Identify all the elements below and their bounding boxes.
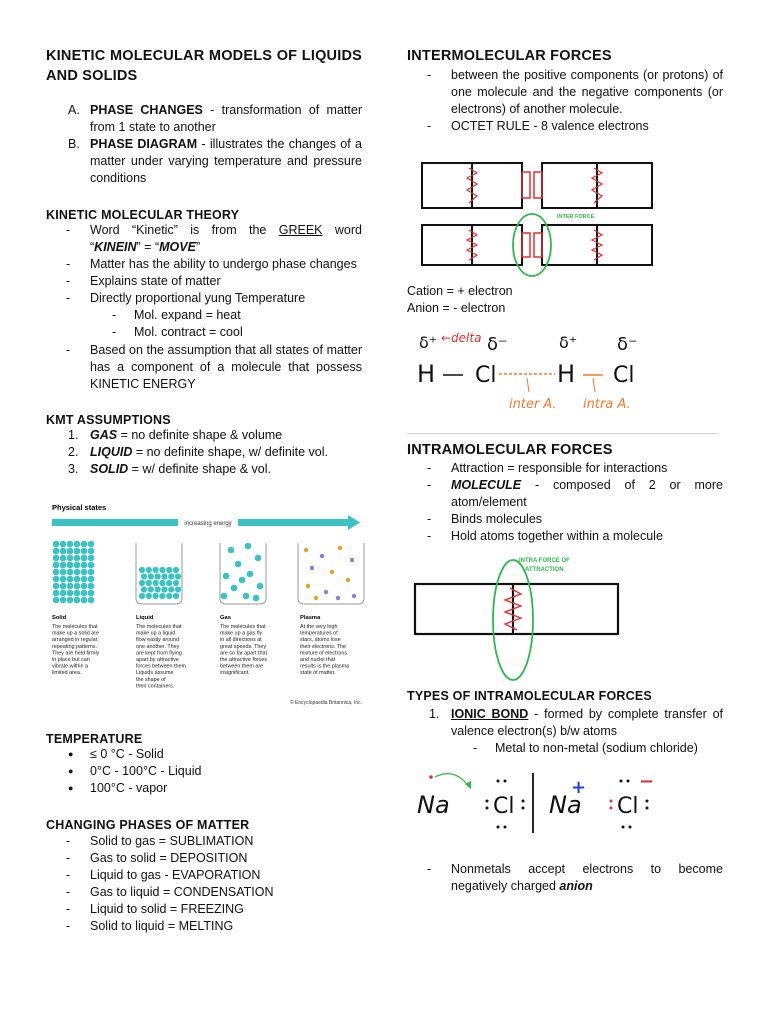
inter-force-label: INTER FORCE <box>557 214 595 220</box>
liquid-particle <box>161 573 167 579</box>
solid-particle <box>74 583 81 590</box>
hydrogen-2: H <box>557 360 576 388</box>
liquid-particle <box>159 580 165 586</box>
list-item: 3. SOLID = w/ definite shape & vol. <box>68 462 271 476</box>
energy-arrow-head <box>348 515 360 530</box>
liquid-particle <box>139 567 145 573</box>
liquid-particle <box>159 593 165 599</box>
intermolecular-heading: INTERMOLECULAR FORCES <box>407 48 612 64</box>
solid-particle <box>88 597 95 604</box>
liquid-particle <box>148 586 154 592</box>
gas-particle <box>223 573 230 580</box>
gas-particle <box>221 593 228 600</box>
liquid-particle <box>148 573 154 579</box>
liquid-particle <box>155 586 161 592</box>
hcl-handwritten-diagram <box>407 320 723 418</box>
state-name: Solid <box>52 615 67 621</box>
solid-particle <box>67 576 74 583</box>
sodium-ion: Na <box>549 791 582 819</box>
delta-note: ←delta <box>441 331 482 345</box>
inter-force-circle <box>513 214 551 276</box>
ionic-sublist <box>407 740 723 757</box>
plasma-particles <box>304 546 356 600</box>
list-item: - Hold atoms together within a molecule <box>407 528 723 545</box>
liquid-particles <box>139 567 181 599</box>
solid-particle <box>53 569 60 576</box>
liquid-particle <box>175 586 181 592</box>
plasma-particle <box>324 590 328 594</box>
liquid-particle <box>141 573 147 579</box>
plasma-particle <box>346 578 350 582</box>
physical-states-figure <box>50 498 368 708</box>
solid-particle <box>88 569 95 576</box>
chloride-ion: Cl <box>617 794 639 819</box>
list-item: - Mol. expand = heat <box>46 307 362 324</box>
liquid-particle <box>173 567 179 573</box>
state-description-line: Liquids assume <box>136 670 174 677</box>
solid-particle <box>67 562 74 569</box>
liquid-particle <box>146 567 152 573</box>
solid-particle <box>74 569 81 576</box>
solid-particle <box>88 562 95 569</box>
solid-particle <box>81 541 88 548</box>
hydrogen-1: H <box>417 360 436 388</box>
solid-particle <box>74 576 81 583</box>
state-description-line: and nuclei that <box>300 657 336 663</box>
temperature-heading: TEMPERATURE <box>46 732 143 746</box>
solid-particle <box>60 576 67 583</box>
state-description-line: mixture of electrons <box>300 650 348 657</box>
state-descriptions <box>52 615 349 689</box>
solid-particle <box>88 583 95 590</box>
plasma-particle <box>314 596 318 600</box>
list-item: A. PHASE CHANGES - transformation of matter from 1 state to another <box>68 103 362 134</box>
state-description-line: apart by attractive <box>136 657 179 663</box>
solid-particles <box>53 541 95 604</box>
liquid-particle <box>161 586 167 592</box>
solid-particle <box>81 597 88 604</box>
changing-phases-heading: CHANGING PHASES OF MATTER <box>46 818 250 832</box>
intramolecular-list <box>407 460 723 545</box>
list-item: - Nonmetals accept electrons to become negatively charged anion <box>407 861 723 895</box>
kmt-assumptions-heading: KMT ASSUMPTIONS <box>46 413 171 427</box>
state-description-line: the attractive forces <box>220 657 268 663</box>
solid-particle <box>67 569 74 576</box>
solid-particle <box>60 597 67 604</box>
solid-particle <box>53 576 60 583</box>
solid-particle <box>88 555 95 562</box>
liquid-particle <box>166 567 172 573</box>
list-item: - Solid to gas = SUBLIMATION <box>46 833 362 850</box>
plasma-particle <box>330 570 334 574</box>
solid-particle <box>88 548 95 555</box>
state-description-line: in all directions at <box>220 637 262 644</box>
list-item: 1. GAS = no definite shape & volume <box>68 428 283 442</box>
intermolecular-diagram <box>407 158 723 283</box>
list-item: - Mol. contract = cool <box>46 324 362 341</box>
state-description-line: state of matter. <box>300 670 336 677</box>
list-item: - Metal to non-metal (sodium chloride) <box>407 740 723 757</box>
solid-particle <box>74 562 81 569</box>
solid-particle <box>60 590 67 597</box>
list-item: 1. IONIC BOND - formed by complete transfer of valence electron(s) b/w atoms <box>429 707 723 738</box>
list-item: - Directly proportional yung Temperature <box>46 290 362 307</box>
solid-particle <box>81 583 88 590</box>
state-description-line: limited area. <box>52 670 82 677</box>
state-description-line: the shape of <box>136 676 166 683</box>
state-description-line: make up a solid are <box>52 630 100 637</box>
plasma-particle <box>352 594 356 598</box>
plasma-particle <box>320 554 324 558</box>
state-description-line: forces between them. <box>136 663 188 670</box>
state-description-line: one another. They <box>136 643 180 650</box>
list-item: - Liquid to solid = FREEZING <box>46 901 362 918</box>
liquid-particle <box>159 567 165 573</box>
phases-list <box>46 833 362 935</box>
state-description-line: insignificant. <box>220 670 250 677</box>
solid-particle <box>67 583 74 590</box>
temperature-list <box>46 746 362 797</box>
delta-plus-2: δ⁺ <box>559 333 578 352</box>
phase-list <box>46 102 362 187</box>
cation-text: Cation = + electron <box>407 284 513 298</box>
solid-particle <box>81 569 88 576</box>
list-item: ● ≤ 0 °C - Solid <box>46 746 362 763</box>
types-list <box>407 706 723 740</box>
gas-particle <box>239 577 246 584</box>
solid-particle <box>53 562 60 569</box>
list-item: - MOLECULE - composed of 2 or more atom/element <box>407 477 723 511</box>
solid-particle <box>67 555 74 562</box>
solid-particle <box>74 590 81 597</box>
gas-particle <box>255 555 262 562</box>
delta-minus-2: δ⁻ <box>617 334 638 355</box>
list-item: - Attraction = responsible for interactions <box>407 460 723 477</box>
solid-particle <box>60 548 67 555</box>
intra-label: intra A. <box>583 397 631 412</box>
assumptions-list <box>46 427 362 478</box>
solid-particle <box>53 590 60 597</box>
solid-particle <box>53 548 60 555</box>
figure-title: Physical states <box>52 503 107 512</box>
solid-particle <box>67 590 74 597</box>
nonmetal-list <box>407 861 723 895</box>
kmt-sublist <box>46 307 362 341</box>
solid-particle <box>53 541 60 548</box>
plasma-particle <box>338 546 342 550</box>
solid-particle <box>88 576 95 583</box>
kmt-heading: KINETIC MOLECULAR THEORY <box>46 208 240 222</box>
list-item: - OCTET RULE - 8 valence electrons <box>407 118 723 135</box>
liquid-particle <box>175 573 181 579</box>
gas-particle <box>257 583 264 590</box>
plasma-particle <box>310 566 314 570</box>
state-description-line: The molecules that <box>52 624 98 630</box>
state-description-line: results is the plasma <box>300 663 350 670</box>
state-description-line: are kept from flying <box>136 650 182 657</box>
state-description-line: The molecules that <box>136 624 182 630</box>
chlorine-2: Cl <box>613 363 635 388</box>
delta-minus-1: δ⁻ <box>487 334 508 355</box>
kmt-list-last <box>46 342 362 393</box>
list-item: - Binds molecules <box>407 511 723 528</box>
liquid-particle <box>139 593 145 599</box>
state-description-line: between them are <box>220 663 264 670</box>
types-heading: TYPES OF INTRAMOLECULAR FORCES <box>407 689 652 703</box>
state-name: Liquid <box>136 615 154 621</box>
gas-particle <box>245 543 252 550</box>
list-item: 2. LIQUID = no definite shape, w/ definite vol. <box>68 445 328 459</box>
list-item: B. PHASE DIAGRAM - illustrates the changes of a matter under varying temperature and pressure conditions <box>68 137 362 185</box>
liquid-particle <box>173 593 179 599</box>
liquid-particle <box>166 580 172 586</box>
gas-particle <box>247 571 254 578</box>
solid-particle <box>60 541 67 548</box>
liquid-particle <box>153 567 159 573</box>
intramolecular-diagram <box>407 550 723 685</box>
state-description-line: their electrons. The <box>300 643 347 650</box>
solid-particle <box>60 555 67 562</box>
liquid-particle <box>153 593 159 599</box>
positive-charge: + <box>571 777 587 798</box>
list-item: - Explains state of matter <box>46 273 362 290</box>
solid-particle <box>74 541 81 548</box>
liquid-particle <box>146 593 152 599</box>
delta-plus-1: δ⁺ <box>419 333 438 352</box>
solid-particle <box>81 555 88 562</box>
list-item: - Word “Kinetic” is from the GREEK word “KINEIN” = “MOVE” <box>46 222 362 256</box>
state-name: Plasma <box>300 615 321 621</box>
liquid-particle <box>173 580 179 586</box>
solid-particle <box>88 541 95 548</box>
state-description-line: repeating patterns. <box>52 643 97 650</box>
sodium-atom-1: Na <box>417 791 450 819</box>
state-description-line: They are held firmly <box>52 650 100 657</box>
list-item: - Liquid to gas - EVAPORATION <box>46 867 362 884</box>
intramolecular-heading: INTRAMOLECULAR FORCES <box>407 442 613 458</box>
state-description-line: make up a gas fly <box>220 630 263 637</box>
solid-particle <box>81 548 88 555</box>
kmt-list <box>46 222 362 307</box>
figure-credit: © Encyclopaedia Britannica, Inc. <box>289 700 362 706</box>
chlorine-atom-1: Cl <box>493 794 515 819</box>
solid-particle <box>60 569 67 576</box>
liquid-particle <box>166 593 172 599</box>
plasma-particle <box>304 548 308 552</box>
solid-particle <box>53 555 60 562</box>
state-description-line: great speeds. They <box>220 643 267 650</box>
list-item: - Gas to solid = DEPOSITION <box>46 850 362 867</box>
state-description-line: are so far apart that <box>220 650 268 657</box>
solid-particle <box>60 583 67 590</box>
list-item: ● 0°C - 100°C - Liquid <box>46 763 362 780</box>
transferred-electron <box>429 775 433 779</box>
solid-particle <box>74 597 81 604</box>
solid-particle <box>81 576 88 583</box>
intra-force-label-1: INTRA FORCE OF <box>519 558 570 564</box>
liquid-particle <box>139 580 145 586</box>
state-description-line: stars, atoms lose <box>300 637 341 644</box>
solid-particle <box>67 541 74 548</box>
page-title: KINETIC MOLECULAR MODELS OF LIQUIDS AND SOLIDS <box>46 48 362 84</box>
list-item: - Solid to liquid = MELTING <box>46 918 362 935</box>
solid-particle <box>67 548 74 555</box>
solid-particle <box>53 583 60 590</box>
solid-particle <box>74 548 81 555</box>
list-item: - Based on the assumption that all states of matter has a component of a molecule that possess KINETIC ENERGY <box>46 342 362 393</box>
solid-particle <box>53 597 60 604</box>
gas-particles <box>221 543 264 602</box>
solid-particle <box>67 597 74 604</box>
solid-particle <box>81 562 88 569</box>
state-description-line: At the very high <box>300 624 338 630</box>
liquid-particle <box>146 580 152 586</box>
negative-charge: − <box>639 771 655 792</box>
plasma-particle <box>336 596 340 600</box>
inter-label: inter A. <box>509 397 557 412</box>
liquid-particle <box>141 586 147 592</box>
state-description-line: The molecules that <box>220 624 266 630</box>
list-item: ● 100°C - vapor <box>46 780 362 797</box>
list-item: - Matter has the ability to undergo phase changes <box>46 256 362 273</box>
list-item: - Gas to liquid = CONDENSATION <box>46 884 362 901</box>
solid-particle <box>88 590 95 597</box>
energy-arrow-label: increasing energy <box>184 521 232 527</box>
list-item: - between the positive components (or protons) of one molecule and the negative components (or electrons) of another molecule. <box>407 67 723 118</box>
state-description-line: make up a liquid <box>136 630 176 637</box>
gas-particle <box>235 561 242 568</box>
liquid-particle <box>168 586 174 592</box>
anion-text: Anion = - electron <box>407 301 506 315</box>
liquid-particle <box>153 580 159 586</box>
solid-particle <box>81 590 88 597</box>
intra-force-label-2: ATTRACTION <box>525 567 564 573</box>
liquid-particle <box>155 573 161 579</box>
state-description-line: their containers. <box>136 683 175 690</box>
liquid-particle <box>168 573 174 579</box>
nacl-handwritten-diagram <box>407 765 723 845</box>
chlorine-1: Cl <box>475 363 497 388</box>
state-description-line: vibrate within a <box>52 663 88 670</box>
state-name: Gas <box>220 615 231 621</box>
gas-particle <box>243 593 250 600</box>
state-description-line: arranged in regular, <box>52 637 99 644</box>
state-description-line: in place but can <box>52 657 90 663</box>
transfer-arrow <box>435 774 469 787</box>
solid-particle <box>74 555 81 562</box>
solid-particle <box>60 562 67 569</box>
plasma-particle <box>306 584 310 588</box>
section-divider <box>407 433 719 434</box>
state-description-line: flow easily around <box>136 637 180 644</box>
gas-particle <box>231 585 238 592</box>
gas-particle <box>253 595 260 602</box>
gas-particle <box>228 547 235 554</box>
intermolecular-list <box>407 67 723 135</box>
state-description-line: temperatures of <box>300 630 338 637</box>
plasma-particle <box>350 558 354 562</box>
